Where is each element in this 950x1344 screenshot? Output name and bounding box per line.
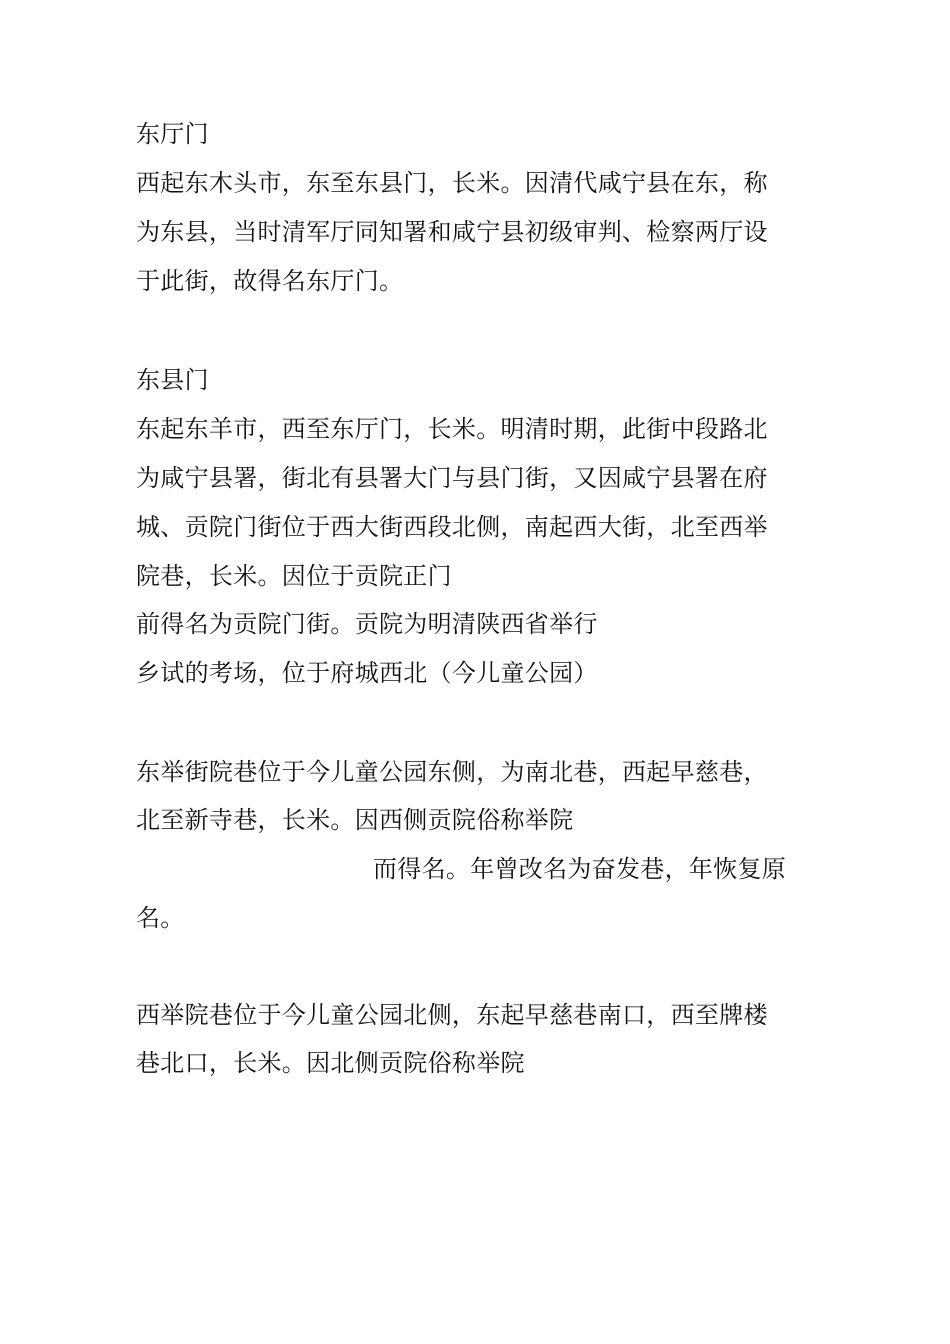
paragraph-line: 为咸宁县署，街北有县署大门与县门街，又因咸宁县署在府	[136, 464, 768, 492]
paragraph-line: 而得名。年曾改名为奋发巷，年恢复原	[373, 855, 787, 883]
paragraph-line: 为东县，当时清军厅同知署和咸宁县初级审判、检察两厅设	[136, 218, 768, 246]
section-heading: 东县门	[136, 366, 209, 394]
paragraph-line: 院巷，长米。因位于贡院正门	[136, 562, 452, 590]
paragraph-line: 乡试的考场，位于府城西北（今儿童公园）	[136, 659, 598, 687]
section-heading: 东厅门	[136, 120, 209, 148]
paragraph-line: 西举院巷位于今儿童公园北侧，东起早慈巷南口，西至牌楼	[136, 1001, 768, 1029]
paragraph-line: 东举街院巷位于今儿童公园东侧，为南北巷，西起早慈巷，	[136, 758, 768, 786]
paragraph-line: 北至新寺巷，长米。因西侧贡院俗称举院	[136, 806, 574, 834]
paragraph-line: 城、贡院门街位于西大街西段北侧，南起西大街，北至西举	[136, 513, 768, 541]
paragraph-line: 前得名为贡院门街。贡院为明清陕西省举行	[136, 610, 598, 638]
paragraph-line: 名。	[136, 904, 185, 932]
paragraph-line: 巷北口，长米。因北侧贡院俗称举院	[136, 1049, 525, 1077]
paragraph-line: 西起东木头市，东至东县门，长米。因清代咸宁县在东，称	[136, 169, 768, 197]
paragraph-line: 于此街，故得名东厅门。	[136, 267, 404, 295]
paragraph-line: 东起东羊市，西至东厅门，长米。明清时期，此街中段路北	[136, 415, 768, 443]
